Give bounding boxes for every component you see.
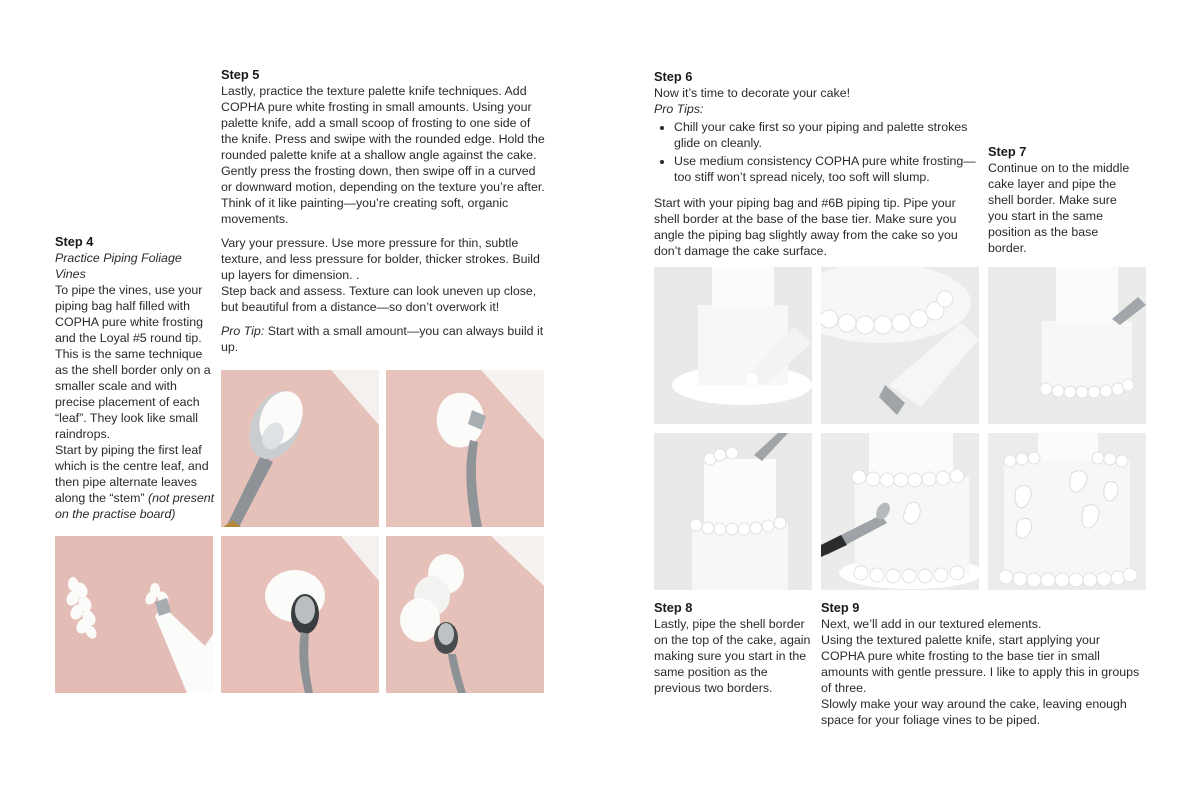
step5-protip-label: Pro Tip: bbox=[221, 324, 265, 338]
photo-middle-tier-border bbox=[988, 267, 1146, 424]
step7-title: Step 7 bbox=[988, 144, 1027, 159]
step6-text bbox=[654, 69, 978, 259]
step4-title: Step 4 bbox=[55, 234, 94, 249]
step5-protip-text: Start with a small amount—you can always build it up. bbox=[221, 324, 544, 354]
top-border-piping-image bbox=[654, 433, 812, 590]
step6-protips-label: Pro Tips: bbox=[654, 102, 704, 116]
base-border-piping-image bbox=[654, 267, 812, 424]
step6-tip-2: • Use medium consistency COPHA pure white frosting—too stiff won’t spread nicely, too soft will slump. bbox=[674, 153, 978, 185]
step8-body: Lastly, pipe the shell border on the top of the cake, again making sure you start in the same position as the previous two borders. bbox=[654, 617, 811, 695]
step9-text bbox=[821, 600, 1146, 728]
shell-border-closeup-image bbox=[821, 267, 979, 424]
step9-body2: Using the textured palette knife, start applying your COPHA pure white frosting to the base tier in small amounts with gentle pressure. I like to apply this in groups of three. bbox=[821, 633, 1140, 695]
step7-body: Continue on to the middle cake layer and pipe the shell border. Make sure you start in the same position as the base border. bbox=[988, 161, 1130, 255]
step6-body: Start with your piping bag and #6B piping tip. Pipe your shell border at the base of the base tier. Make sure you angle the piping bag slightly away from the cake so you don’t damage the cake surface. bbox=[654, 196, 958, 258]
palette-knife-scoop-image bbox=[221, 370, 379, 527]
step5-protip bbox=[221, 323, 547, 355]
frosting-swipe-image bbox=[386, 370, 544, 527]
photo-textured-cake bbox=[988, 433, 1146, 590]
step6-title: Step 6 bbox=[654, 69, 693, 84]
piped-foliage-image bbox=[55, 536, 213, 693]
step5-para3: Step back and assess. Texture can look uneven up close, but beautiful from a distance—so don’t overwork it! bbox=[221, 284, 537, 314]
step5-title: Step 5 bbox=[221, 67, 260, 82]
step4-text bbox=[55, 234, 215, 522]
layered-swipes-image bbox=[386, 536, 544, 693]
step6-intro: Now it’s time to decorate your cake! bbox=[654, 86, 851, 100]
step6-tip-1: • Chill your cake first so your piping and palette strokes glide on cleanly. bbox=[674, 119, 978, 151]
knife-press-image bbox=[221, 536, 379, 693]
photo-applying-texture bbox=[821, 433, 979, 590]
photo-layered-swipes bbox=[386, 536, 544, 693]
photo-top-border-piping bbox=[654, 433, 812, 590]
step5-text bbox=[221, 67, 547, 355]
step4-subtitle: Practice Piping Foliage Vines bbox=[55, 251, 182, 281]
photo-piped-foliage bbox=[55, 536, 213, 693]
step9-title: Step 9 bbox=[821, 600, 860, 615]
step4-body2-text: Start by piping the first leaf which is the centre leaf, and then pipe alternate leaves along the “stem” bbox=[55, 443, 209, 505]
textured-cake-image bbox=[988, 433, 1146, 590]
photo-knife-press bbox=[221, 536, 379, 693]
step4-body2 bbox=[55, 442, 215, 522]
photo-palette-knife-scoop bbox=[221, 370, 379, 527]
applying-texture-image bbox=[821, 433, 979, 590]
step6-tips-list bbox=[654, 119, 978, 185]
photo-shell-border-closeup bbox=[821, 267, 979, 424]
middle-tier-border-image bbox=[988, 267, 1146, 424]
step8-text bbox=[654, 600, 814, 696]
step5-para2: Vary your pressure. Use more pressure for thin, subtle texture, and less pressure for bolder, thicker strokes. Build up layers for dimension. . bbox=[221, 236, 540, 282]
step4-body1: To pipe the vines, use your piping bag half filled with COPHA pure white frosting and the Loyal #5 round tip. This is the same technique as the shell border only on a smaller scale and with precise placement of each “leaf”. They look like small raindrops. bbox=[55, 283, 211, 441]
step4-body2-italic: (not present on the practise board) bbox=[55, 491, 215, 521]
step9-body1: Next, we’ll add in our textured elements. bbox=[821, 617, 1042, 631]
step5-para1: Lastly, practice the texture palette knife techniques. Add COPHA pure white frosting in small amounts. Using your palette knife, add a small scoop of frosting to one side of the knife. Press and swipe with the rounded edge. Hold the rounded palette knife at a shallow angle against the cake. Gently press the frosting down, then swipe off in a curved or downward motion, depending on the texture you’re after. Think of it like painting—you’re creating soft, organic movements. bbox=[221, 84, 545, 226]
photo-frosting-swipe bbox=[386, 370, 544, 527]
step8-title: Step 8 bbox=[654, 600, 693, 615]
step7-text bbox=[988, 144, 1138, 256]
photo-base-border-piping bbox=[654, 267, 812, 424]
step9-body3: Slowly make your way around the cake, leaving enough space for your foliage vines to be piped. bbox=[821, 697, 1127, 727]
